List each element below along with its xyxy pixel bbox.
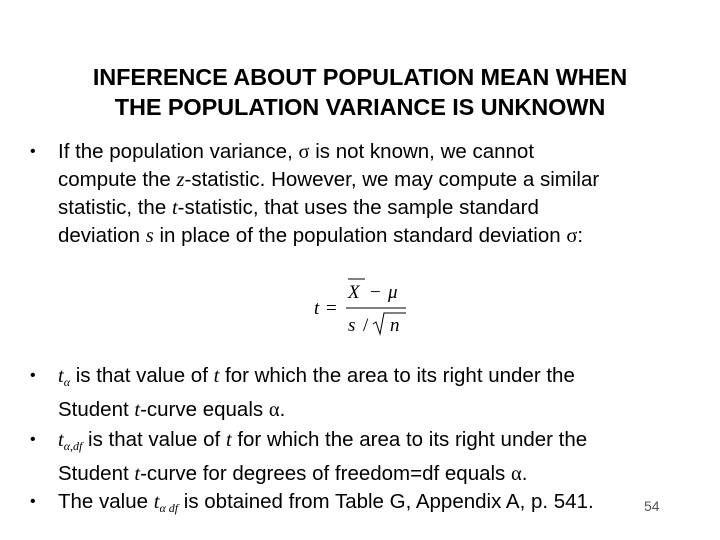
bullet-marker: • [30, 493, 36, 510]
t-symbol: t [58, 429, 64, 451]
t-symbol: t [58, 365, 64, 387]
bullet-4-line-1 [58, 488, 594, 522]
text-run: deviation [58, 224, 146, 247]
t-symbol: t [134, 399, 141, 421]
text-run: compute the [58, 168, 177, 191]
s-symbol: s [145, 225, 154, 247]
alpha-symbol: α [511, 463, 522, 485]
text-run: . [279, 398, 286, 421]
bullet-1-line-4 [58, 222, 599, 250]
alpha-df-subscript: α,df [63, 439, 83, 453]
t-symbol: t [153, 491, 160, 513]
text-run: for which the area to its right under the [219, 364, 575, 387]
text-run: is that value of [82, 428, 226, 451]
formula-n: n [390, 315, 400, 336]
alpha-symbol: α [268, 399, 280, 421]
bullet-3-line-2 [58, 460, 587, 488]
text-run: is that value of [70, 364, 214, 387]
text-run: -curve equals [140, 398, 269, 421]
text-run: If the population variance, [58, 140, 299, 163]
formula-minus: − [370, 282, 381, 303]
bullet-marker: • [30, 367, 36, 384]
alpha-subscript: α [63, 375, 71, 389]
bullet-3-line-1 [58, 426, 587, 460]
bullet-1-line-1 [58, 138, 599, 166]
t-symbol: t [134, 463, 141, 485]
text-run: -statistic. However, we may compute a similar [184, 168, 600, 191]
sigma-symbol: σ [566, 225, 578, 247]
text-run: -curve for degrees of freedom=df equals [140, 462, 511, 485]
text-run: -statistic, that uses the sample standard [177, 196, 539, 219]
title-line-2: THE POPULATION VARIANCE IS UNKNOWN [114, 94, 606, 120]
bullet-text [58, 138, 599, 250]
text-run: : [577, 224, 584, 247]
t-symbol: t [225, 429, 232, 451]
bullet-1-line-3 [58, 194, 599, 222]
text-run: The value [58, 490, 154, 513]
formula-xbar: X [348, 282, 360, 303]
bullet-text [58, 488, 594, 522]
t-symbol: t [213, 365, 220, 387]
text-run: is obtained from Table G, Appendix A, p. 541. [178, 490, 594, 513]
formula-lhs-t: t [314, 298, 320, 319]
text-run: for which the area to its right under the [231, 428, 588, 451]
formula-equals: = [326, 298, 337, 319]
alpha-df-subscript: α df [159, 501, 179, 515]
text-run: is not known, we cannot [309, 140, 535, 163]
formula-mu: μ [388, 282, 398, 303]
text-run: statistic, the [58, 196, 172, 219]
text-run: in place of the population standard deviation [153, 224, 567, 247]
bullet-marker: • [30, 143, 36, 160]
bullet-2-line-1 [58, 362, 575, 396]
text-run: Student [58, 398, 135, 421]
bullet-2-line-2 [58, 396, 575, 424]
bullet-marker: • [30, 431, 36, 448]
formula-s: s [348, 315, 356, 336]
formula-slash: / [363, 315, 369, 336]
title-line-1: INFERENCE ABOUT POPULATION MEAN WHEN [92, 64, 628, 90]
slide-title [20, 62, 700, 122]
text-run: . [521, 462, 528, 485]
t-statistic-formula [312, 276, 422, 340]
t-symbol: t [171, 197, 178, 219]
bullet-1-line-2 [58, 166, 599, 194]
sigma-symbol: σ [298, 141, 310, 163]
z-symbol: z [176, 169, 185, 191]
bullet-text [58, 426, 587, 488]
page-number: 54 [644, 498, 660, 514]
bullet-text [58, 362, 575, 424]
text-run: Student [58, 462, 135, 485]
